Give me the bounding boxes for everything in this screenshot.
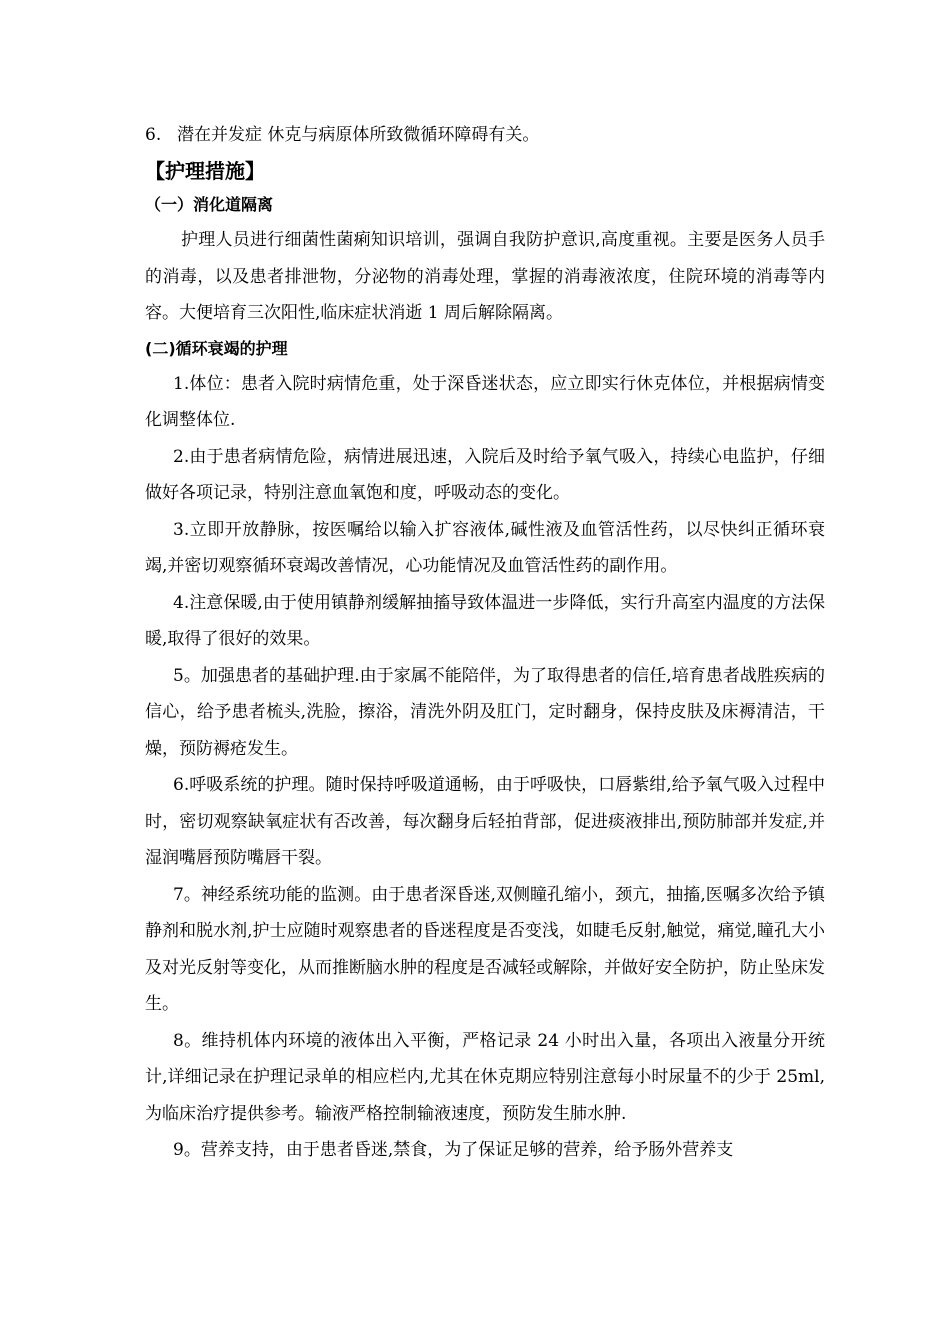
- subsection-title-isolation: （一）消化道隔离: [145, 195, 274, 214]
- care-item-4: 4.注意保暖,由于使用镇静剂缓解抽搐导致体温进一步降低，实行升高室内温度的方法保暖,取得了很好的效果。: [145, 592, 825, 649]
- care-item-8: 8。维持机体内环境的液体出入平衡，严格记录 24 小时出入量，各项出入液量分开统计,详细记录在护理记录单的相应栏内,尤其在休克期应特别注意每小时尿量不的少于 25ml,为临床治疗提供参考。输液严格控制输液速度，预防发生肺水肿.: [145, 1030, 825, 1124]
- care-item-5: 5。加强患者的基础护理.由于家属不能陪伴，为了取得患者的信任,培育患者战胜疾病的信心，给予患者梳头,洗脸，擦浴，清洗外阴及肛门，定时翻身，保持皮肤及床褥清洁，干燥，预防褥疮发生。: [145, 665, 825, 759]
- complication-item: [145, 118, 825, 152]
- section-title: 【护理措施】: [145, 159, 265, 183]
- care-item-1: 1.体位：患者入院时病情危重，处于深昏迷状态，应立即实行休克体位，并根据病情变化调整体位.: [145, 373, 825, 430]
- item-number: 6.: [145, 125, 162, 145]
- care-item-6: 6.呼吸系统的护理。随时保持呼吸道通畅，由于呼吸快，口唇紫绀,给予氧气吸入过程中时，密切观察缺氧症状有否改善，每次翻身后轻拍背部，促进痰液排出,预防肺部并发症,并湿润嘴唇预防嘴唇干裂。: [145, 775, 825, 868]
- subsection-title-circulation: (二)循环衰竭的护理: [145, 338, 288, 358]
- care-item-9: 9。营养支持，由于患者昏迷,禁食，为了保证足够的营养，给予肠外营养支: [173, 1140, 734, 1160]
- isolation-paragraph: 护理人员进行细菌性菌痢知识培训，强调自我防护意识,高度重视。主要是医务人员手的消毒，以及患者排泄物，分泌物的消毒处理，掌握的消毒液浓度，住院环境的消毒等内容。大便培育三次阳性,临床症状消逝 1 周后解除隔离。: [145, 230, 825, 323]
- care-item-7: 7。神经系统功能的监测。由于患者深昏迷,双侧瞳孔缩小，颈亢，抽搐,医嘱多次给予镇静剂和脱水剂,护士应随时观察患者的昏迷程度是否变浅，如睫毛反射,触觉，痛觉,瞳孔大小及对光反射等变化，从而推断脑水肿的程度是否减轻或解除，并做好安全防护，防止坠床发生。: [145, 884, 825, 1014]
- document-page: [145, 118, 825, 1169]
- care-item-2: 2.由于患者病情危险，病情进展迅速，入院后及时给予氧气吸入，持续心电监护，仔细做好各项记录，特别注意血氧饱和度，呼吸动态的变化。: [145, 446, 825, 503]
- care-item-3: 3.立即开放静脉，按医嘱给以输入扩容液体,碱性液及血管活性药，以尽快纠正循环衰竭,并密切观察循环衰竭改善情况，心功能情况及血管活性药的副作用。: [145, 519, 825, 576]
- item-text: 潜在并发症 休克与病原体所致微循环障碍有关。: [177, 125, 540, 145]
